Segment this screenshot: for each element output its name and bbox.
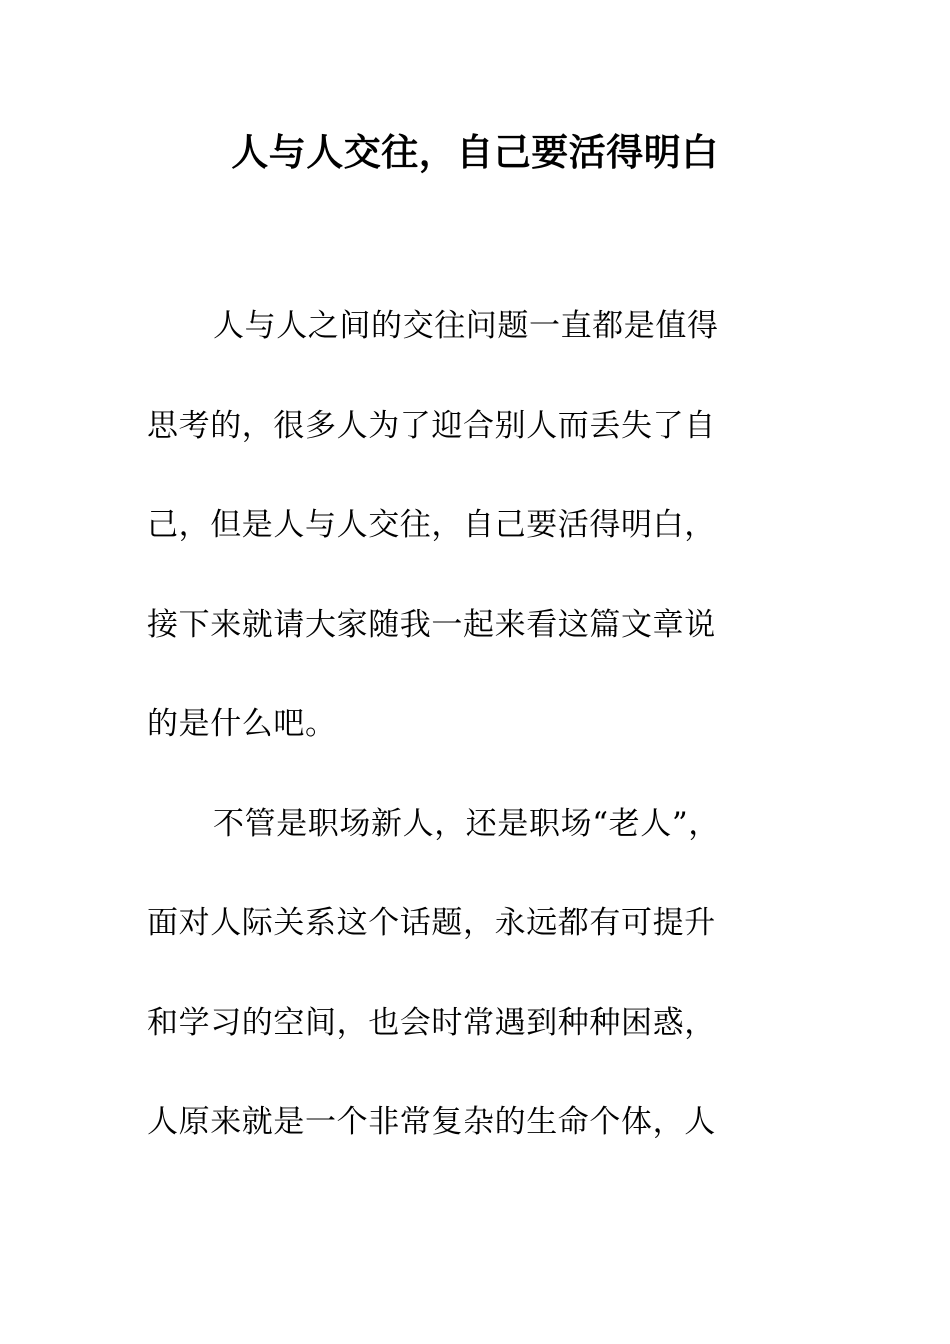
paragraph-2-line-2: 面对人际关系这个话题，永远都有可提升 <box>147 905 716 941</box>
paragraph-2-line-4: 人原来就是一个非常复杂的生命个体，人 <box>147 1104 716 1140</box>
paragraph-1-line-4: 接下来就请大家随我一起来看这篇文章说 <box>147 607 716 643</box>
paragraph-2-line-3: 和学习的空间，也会时常遇到种种困惑， <box>147 1005 716 1041</box>
document-title: 人与人交往，自己要活得明白 <box>231 130 719 174</box>
paragraph-1-line-3: 己，但是人与人交往，自己要活得明白， <box>147 507 716 543</box>
paragraph-1-line-2: 思考的，很多人为了迎合别人而丢失了自 <box>147 408 716 444</box>
paragraph-1-line-5: 的是什么吧。 <box>147 706 337 742</box>
paragraph-1-line-1: 人与人之间的交往问题一直都是值得 <box>213 308 719 344</box>
paragraph-2-line-1: 不管是职场新人，还是职场“老人”， <box>213 806 720 842</box>
